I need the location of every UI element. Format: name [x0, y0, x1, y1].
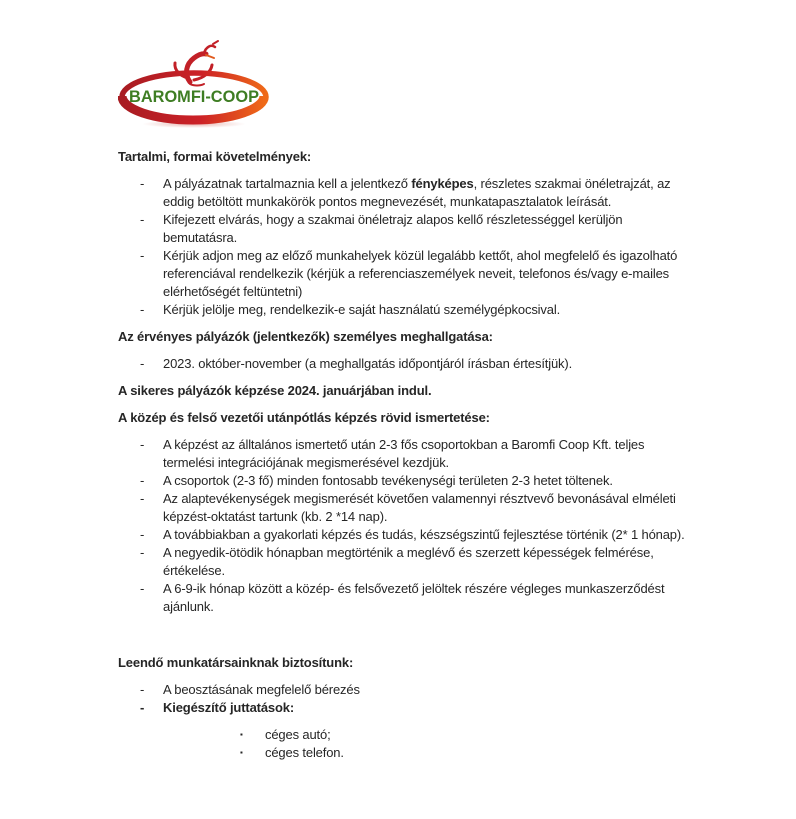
list-item: [118, 211, 688, 247]
interviews-list: [118, 355, 688, 373]
square-bullet: ▪: [240, 730, 243, 739]
heading-training-start: A sikeres pályázók képzése 2024. januárjában indul.: [118, 383, 432, 398]
benefits-sublist: [118, 726, 688, 762]
dash-bullet: -: [140, 212, 145, 227]
dash-bullet: -: [140, 527, 145, 542]
document-content: [118, 148, 688, 762]
heading-benefits: Leendő munkatársainknak biztosítunk:: [118, 655, 354, 670]
dash-bullet: -: [140, 248, 145, 263]
list-item-text: Kérjük jelölje meg, rendelkezik-e saját használatú személygépkocsival.: [163, 302, 561, 317]
square-bullet: ▪: [240, 748, 243, 757]
list-item-text: Kérjük adjon meg az előző munkahelyek közül legalább kettőt, ahol megfelelő és igazolható referenciával rendelkezik (kérjük a referenciaszemélyek neveit, telefonos és/vagy e-mailes elérhetőségét feltüntetni): [163, 248, 678, 299]
list-item: [118, 436, 688, 472]
dash-bullet: -: [140, 176, 145, 191]
list-item: [118, 526, 688, 544]
benefits-list: [118, 681, 688, 717]
requirements-list: [118, 175, 688, 319]
list-item: [118, 175, 688, 211]
dash-bullet: -: [140, 491, 145, 506]
list-item: [118, 490, 688, 526]
baromfi-coop-logo: [118, 38, 270, 128]
list-item: [118, 544, 688, 580]
list-item-text: Az alaptevékenységek megismerését követően valamennyi résztvevő bevonásával elméleti képzést-oktatást tartunk (kb. 2 *14 nap).: [163, 491, 676, 524]
list-item: [118, 699, 688, 717]
dash-bullet: -: [140, 302, 145, 317]
sub-list-item-text: céges telefon.: [265, 745, 344, 760]
bold-text-run: fényképes: [411, 176, 474, 191]
dash-bullet: -: [140, 356, 145, 371]
list-item: [118, 247, 688, 301]
list-item: [118, 681, 688, 699]
dash-bullet: -: [140, 581, 145, 596]
heading-requirements: Tartalmi, formai követelmények:: [118, 149, 312, 164]
dash-bullet: -: [140, 545, 145, 560]
list-item-text: Kifejezett elvárás, hogy a szakmai önéletrajz alapos kellő részletességgel kerüljön bemutatásra.: [163, 212, 623, 245]
list-item: [118, 580, 688, 616]
sub-list-item-text: céges autó;: [265, 727, 331, 742]
list-item: [118, 355, 688, 373]
heading-training-overview: A közép és felső vezetői utánpótlás képzés rövid ismertetése:: [118, 410, 490, 425]
dash-bullet: -: [140, 700, 145, 715]
text-run: A pályázatnak tartalmaznia kell a jelentkező: [163, 176, 412, 191]
text-run: , részletes szakmai önéletrajzát, az eddig betöltött munkakörök pontos megnevezését, munkatapasztalatok leírását.: [163, 176, 671, 209]
list-item-text: A képzést az álltalános ismertető után 2-3 fős csoportokban a Baromfi Coop Kft. teljes termelési integrációjának megismerésével kezdjük.: [163, 437, 645, 470]
list-item-text: Kiegészítő juttatások:: [163, 700, 295, 715]
heading-interviews: Az érvényes pályázók (jelentkezők) személyes meghallgatása:: [118, 329, 493, 344]
logo-text: BAROMFI-COOP: [129, 87, 259, 106]
training-overview-list: [118, 436, 688, 616]
list-item-text: A negyedik-ötödik hónapban megtörténik a meglévő és szerzett képességek felmérése, értékelése.: [163, 545, 654, 578]
list-item-text: A csoportok (2-3 fő) minden fontosabb tevékenységi területen 2-3 hetet töltenek.: [163, 473, 613, 488]
list-item-text: 2023. október-november (a meghallgatás időpontjáról írásban értesítjük).: [163, 356, 573, 371]
list-item-text: [163, 175, 688, 211]
dash-bullet: -: [140, 682, 145, 697]
list-item-text: A beosztásának megfelelő bérezés: [163, 682, 360, 697]
list-item-text: A továbbiakban a gyakorlati képzés és tudás, készségszintű fejlesztése történik (2* 1 hónap).: [163, 527, 685, 542]
rooster-icon: [175, 41, 218, 86]
sub-list-item: [118, 726, 688, 744]
dash-bullet: -: [140, 437, 145, 452]
list-item: [118, 472, 688, 490]
list-item-text: A 6-9-ik hónap között a közép- és felsővezető jelöltek részére végleges munkaszerződést ajánlunk.: [163, 581, 665, 614]
dash-bullet: -: [140, 473, 145, 488]
sub-list-item: [118, 744, 688, 762]
list-item: [118, 301, 688, 319]
baromfi-coop-logo-graphic: [118, 38, 270, 128]
